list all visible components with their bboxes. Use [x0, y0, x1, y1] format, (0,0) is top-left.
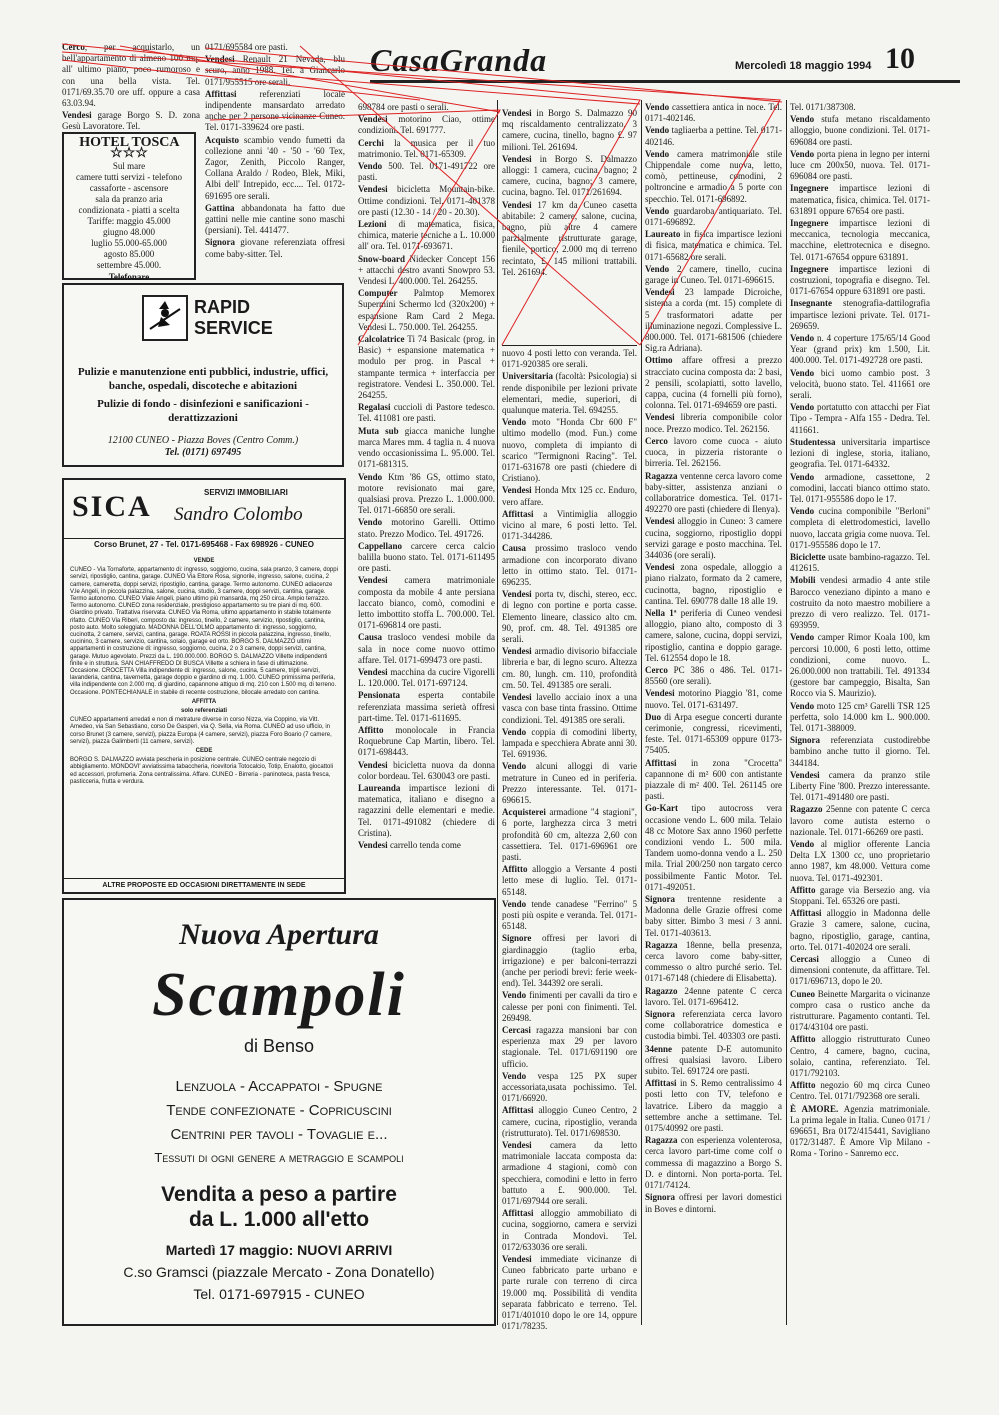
- hotel-detail-line: luglio 55.000-65.000: [91, 238, 167, 248]
- page-title: CasaGranda: [370, 42, 548, 78]
- rapid-service-name: RAPID SERVICE: [194, 297, 273, 338]
- scampoli-line-2: Tende confezionate - Copricuscini: [166, 1102, 392, 1119]
- classified-ad: Vendesi immediate vicinanze di Cuneo fabbricato parte urbano e parte rurale con terreno di circa 19.000 mq. Possibilità di vendita separata fabbricato e terreno. Tel. 0171/401010 dopo le ore 14, oppure 0171/78235.: [502, 1254, 637, 1332]
- classified-ad: Ingegnere impartisce lezioni di meccanica, tecnologia meccanica, macchine, elettrotecnica e disegno. Tel. 0171-67654 oppure 631891.: [790, 218, 930, 262]
- classified-ad: Vendesi porta tv, dischi, stereo, ecc. di legno con portine e porta casse. Elemento lineare, classico alto cm. 90, prof. cm. 48. Tel. 491385 ore serali.: [502, 589, 637, 645]
- classified-ad: Vendesi carrello tenda come: [358, 840, 461, 850]
- classified-ad: Biciclette usate bambino-ragazzo. Tel. 412615.: [790, 551, 930, 574]
- classified-ad: Vendo motorino Garelli. Ottimo stato. Prezzo Modico. Tel. 491726.: [358, 517, 495, 539]
- classified-ad: Vendo tagliaerba a pettine. Tel. 0171-402146.: [645, 125, 782, 147]
- classified-ad: Vendo vespa 125 PX super accessoriata,usata pochissimo. Tel. 0171/66920.: [502, 1070, 637, 1104]
- box-rule: [502, 345, 637, 346]
- classified-ad: Affittasi in S. Remo centralissimo 4 posti letto con TV, telefono e lavatrice. Libero da maggio a settembre anche a settimane. Tel. 0175/40992 ore pasti.: [645, 1078, 782, 1134]
- classified-ad: Vendo moto 125 cm³ Garelli TSR 125 perfetta, solo 14.000 km L. 900.000. Tel. 0171-388009.: [790, 700, 930, 733]
- classified-ad: Studentessa universitaria impartisce lezioni di inglese, storia, italiano, geografia. Tel. 0171-64332.: [790, 436, 930, 470]
- classified-ad: Vendo camper Rimor Koala 100, km percorsi 10.000, 6 posti letto, ottime condizioni, come nuovo. L. 26.000.000 non trattabili. Tel. 491334 (gestore bar campeggio, Bisalta, San Rocco via S. Maurizio).: [790, 632, 930, 699]
- scampoli-tel: Tel. 0171-697915 - CUNEO: [193, 1286, 365, 1302]
- classified-ad: Vendesi libreria componibile color noce. Prezzo modico. Tel. 262156.: [645, 412, 782, 434]
- classified-ad: Cerco, per acquistarlo, un bell'appartamento di almeno 100 mq. all' ultimo piano, poco rumoroso e con una bella vista. Tel. 0171/69.35.70 ore uff. oppure a casa 63.03.94.: [62, 42, 200, 109]
- scampoli-line-4: Tessuti di ogni genere a metraggio e scampoli: [154, 1150, 404, 1165]
- classified-ad: Affittasi alloggio Cuneo Centro, 2 camere, cucina, ripostiglio, veranda (ristrutturato). Tel. 0171/698530.: [502, 1105, 637, 1138]
- classified-ad: Ragazza con esperienza volenterosa, cerca lavoro part-time come colf o commessa di magazzino a Borgo S. D. e dintorni. Non porta-porta. Tel. 0171/74124.: [645, 1135, 782, 1191]
- classified-ad: Vendo cucina componibile "Berloni" completa di elettrodomestici, lavello nuovo, laccata grigia come nuova. Tel. 0171-955586 dopo le 17.: [790, 506, 930, 550]
- classified-ad: Vendesi lavello acciaio inox a una vasca con base tinta frassino. Ottime condizioni. Tel. 491385 ore serali.: [502, 692, 637, 725]
- classified-ad: Signora offresi per lavori domestici in Boves e dintorni.: [645, 1192, 782, 1214]
- classified-ad: Affittasi in zona "Crocetta" capannone di m² 600 con antistante piazzale di m² 400. Tel. 261145 ore pasti.: [645, 757, 782, 802]
- classified-ad: Lezioni di matematica, fisica, chimica, materie tecniche a L. 10.000 all' ora. Tel. 0171-693671.: [358, 219, 495, 252]
- classified-ad: nuovo 4 posti letto con veranda. Tel. 0171-920385 ore serali.: [502, 348, 637, 370]
- classified-ad: Vendesi 17 km da Cuneo casetta abitabile: 2 camere, salone, cucina, bagno, più altre 4 camere parzialmente ristrutturate garage, fienile, portico, 2.000 mq di terreno recintato, £. 145 milioni trattabili. Tel. 261694.: [502, 199, 637, 277]
- scampoli-sale: Vendita a peso a partire da L. 1.000 all'etto: [161, 1183, 397, 1231]
- hotel-detail-line: camere tutti servizi - telefono: [76, 172, 182, 182]
- sica-affitta-list: CUNEO appartamenti arredati e non di metrature diverse in corso Nizza, via Coppino, via Vitt. Amedeo, via San Sebastiano, corso De Gasperi, via Q. Sella, via Roma. CUNEO ad uso ufficio, in corso Brunet (3 camere, servizi), piazza Europa (4 camere, servizi), piazza Foro Boario (7 camere, servizi), piazza Galimberti (11 camere, servizi).: [70, 717, 332, 745]
- classified-ad: Signora trentenne residente a Madonna delle Grazie offresi come baby sitter. Bimbo 3 mesi / 3 anni. Tel. 0171-403613.: [645, 894, 782, 938]
- column-rule: [497, 100, 498, 1325]
- rapid-service-ad: [62, 283, 344, 467]
- classified-ad: Affittasi referenziati locale indipendente mansardato arredato anche per 2 persone vicinanze Cuneo. Tel. 0171-339624 ore pasti.: [205, 88, 345, 133]
- classified-ad: Vendesi zona ospedale, alloggio a piano rialzato, formato da 2 camere, cucinotta, bagno, ripostiglio e cantina. Tel. 690778 dalle 18 alle 19.: [645, 562, 782, 606]
- classified-ad: Causa prossimo trasloco vendo armadione con incorporato divano letto in ottimo stato. Tel. 0171-696235.: [502, 543, 637, 588]
- classified-ad: Vendo al miglior offerente Lancia Delta LX 1300 cc, uno proprietario anno 1987, km 48.000. Vettura come nuova. Tel. 0171-492301.: [790, 839, 930, 883]
- hotel-phone-label: Telefonare: [108, 272, 150, 282]
- sica-address: Corso Brunet, 27 - Tel. 0171-695468 - Fax 698926 - CUNEO: [94, 540, 314, 549]
- classified-ad: Snow-board Nidecker Concept 156 + attacchi destro avanti Snowpro 53. Vendesi L. 400.000. Tel. 264255.: [358, 253, 495, 287]
- classified-ad: Causa trasloco vendesi mobile da sala in noce come nuovo ottimo affare. Tel. 0171-699473 ore pasti.: [358, 632, 495, 665]
- hotel-tosca-ad: [62, 132, 196, 280]
- sica-footer: ALTRE PROPOSTE ED OCCASIONI DIRETTAMENTE IN SEDE: [64, 878, 344, 892]
- classified-ad: Vendesi motorino Piaggio '81, come nuovo. Tel. 0171-631497.: [645, 688, 782, 710]
- classified-ad: Signora referenziata cerca lavoro come collaboratrice domestica e custodia bimbi. Tel. 403303 ore pasti.: [645, 1009, 782, 1042]
- classified-ad: Go-Kart tipo autocross vera occasione vendo L. 600 mila. Telaio 48 cc Motore Sax anno 1960 perfette condizioni vendo L. 500 mila. Tandem uomo-donna vendo a L. 250 mila. Trial 200/250 non targato cerco possibilmente Fantic Motor. Tel. 0171-492051.: [645, 803, 782, 892]
- classified-ad: Vendo 500. Tel. 0171-491722 ore pasti.: [358, 161, 495, 183]
- classified-ad: Vendesi alloggio in Cuneo: 3 camere cucina, soggiorno, ripostiglio doppi servizi garage e posto macchina. Tel. 344036 (ore serali).: [645, 516, 782, 560]
- classified-ad: Acquisterei armadione "4 stagioni", 6 porte, larghezza circa 3 metri profondità 60 cm, altezza 2,60 con cassettiera. Tel. 0171-696961 ore pasti.: [502, 807, 637, 862]
- column-3-top: [502, 108, 637, 343]
- sica-cede-list: BORGO S. DALMAZZO avviata pescheria in posizione centrale. CUNEO centrale negozio di abbigliamento. MONDOVI' avviatissima tabaccheria, ricevitoria Totocalcio, Totip, Enalotto, giocattoli ed accessori, profumeria. Zona centralissima. Affare. CUNEO - Birreria - paninoteca, pasta fresca, pasticceria, frutta e verdura.: [70, 757, 334, 785]
- classified-ad: Duo di Arpa esegue concerti durante cerimonie, congressi, ricevimenti, feste. Tel. 0171-65309 oppure 0173-75405.: [645, 711, 782, 756]
- classified-ad: 0171/695584 ore pasti.: [205, 42, 288, 52]
- classified-ad: Vendesi bicicletta Mountain-bike. Ottime condizioni. Tel. 0171-401378 ore pasti (12.30 - 14 / 20 - 20.30).: [358, 184, 495, 217]
- hotel-detail-line: cassaforte - ascensore: [89, 183, 169, 193]
- classified-ad: Ottimo affare offresi a prezzo stracciato cucina composta da: 2 basi, 2 pensili, scolapiatti, sotto lavello, cappa, cucina (4 fornelli più forno), colonna. Tel. 0171-694659 ore pasti.: [645, 355, 782, 411]
- classified-ad: Ingegnere impartisce lezioni di matematica, fisica, chimica. Tel. 0171-631891 oppure 67654 ore pasti.: [790, 183, 930, 216]
- classified-ad: Affittasi alloggio in Madonna delle Grazie 3 camere, salone, cucina, bagno, ripostiglio, garage, cantina, orto. Tel. 0171-402024 ore serali.: [790, 908, 930, 952]
- sica-signature: Sandro Colombo: [174, 504, 303, 525]
- classified-ad: Vendo finimenti per cavalli da tiro e calesse per poni con finimenti. Tel. 269498.: [502, 990, 637, 1023]
- classified-ad: Vendo 2 camere, tinello, cucina garage in Cuneo. Tel. 0171-696615.: [645, 263, 782, 286]
- classified-ad: Vendo moto "Honda Cbr 600 F" ultimo modello (mod. Fun.) come nuovo, completa di impianto di scarico "Termignoni Racing". Tel. 0171-631678 ore pasti (chiedere di Cristiano).: [502, 417, 637, 484]
- classified-ad: Vendesi Renault 21 Nevada, blu scuro, anno 1988. Tel. a Giancarlo 0171/955515 ore serali.: [205, 54, 345, 87]
- classified-ad: Vendo Ktm '86 GS, ottimo stato, motore revisionato mai gare, qualsiasi prova. Prezzo L. 1.000.000. Tel. 0171-66850 ore serali.: [358, 471, 495, 516]
- scampoli-address: C.so Gramsci (piazzale Mercato - Zona Donatello): [123, 1264, 435, 1280]
- classified-ad: Affitto monolocale in Francia Roquebrune Cap Martin, libero. Tel. 0171-698443.: [358, 724, 495, 758]
- classified-ad: Laureanda impartisce lezioni di matematica, italiano e disegno a ragazzini delle elementari e medie. Tel. 0171-491082 (chiedere di Cristina).: [358, 782, 495, 838]
- classified-ad: Tel. 0171/387308.: [790, 102, 856, 112]
- classified-ad: È AMORE. Agenzia matrimoniale. La prima legale in Italia. Cuneo 0171 / 696651, Bra 0172/415441, Savigliano 0172/31487. È Amore Vip Milano - Roma - Torino - Sanremo ecc.: [790, 1103, 930, 1159]
- hotel-detail-line: agosto 85.000: [103, 249, 155, 259]
- classified-ad: Vendesi armadio divisorio bifacciale libreria e bar, di legno scuro. Altezza cm. 80, lungh. cm. 110, profondità cm. 50. Tel. 491385 ore serali.: [502, 646, 637, 690]
- issue-date: Mercoledì 18 maggio 1994: [735, 60, 872, 72]
- column-5-classifieds: [790, 102, 930, 1327]
- witch-logo-icon: [142, 295, 188, 341]
- classified-ad: Signore offresi per lavori di giardinaggio (taglio erba, irrigazione) e per balconi-terrazzi (anche per periodi brevi: ferie week-end). Tel. 344392 ore serali.: [502, 933, 637, 989]
- classified-ad: Universitaria (facoltà: Psicologia) si rende disponibile per lezioni private elementari, medie, superiori, di qualunque materia. Tel. 694255.: [502, 371, 637, 416]
- scampoli-brand: Scampoli: [152, 961, 406, 1029]
- hotel-detail-line: giugno 48.000: [102, 227, 155, 237]
- classified-ad: Affittasi a Vintimiglia alloggio vicino al mare, 6 posti letto. Tel. 0171-344286.: [502, 508, 637, 542]
- column-1-top: [62, 42, 200, 132]
- classified-ad: Vendesi garage Borgo S. D. zona Gesù Lavoratore. Tel.: [62, 110, 200, 132]
- hotel-detail-line: settembre 45.000.: [96, 260, 162, 270]
- classified-ad: Vendesi macchina da cucire Vigorelli L. 120.000. Tel. 0171-697124.: [358, 666, 495, 689]
- classified-ad: Vendesi 23 lampade Dicroiche, sistema a corda (mt. 15) complete di 5 trasformatori adatte per illuminazione negozi. Complessive L. 800.000. Tel. 0171-681506 (chiedere Sig.ra Adriana).: [645, 287, 782, 354]
- page-number: 10: [885, 42, 915, 75]
- classified-ad: 698784 ore pasti o serali.: [358, 102, 449, 112]
- classified-ad: Vendesi camera da pranzo stile Liberty Fine '800. Prezzo interessante. Tel. 0171-491480 ore pasti.: [790, 769, 930, 803]
- sica-logo: SICA: [72, 490, 152, 523]
- hotel-detail-line: Sul mare: [112, 161, 146, 171]
- classified-ad: Vendo porta pienа in legno per interni luce cm 200x50, nuova. Tel. 0171-696084 ore pasti.: [790, 148, 930, 182]
- classified-ad: Ragazzo 24enne patente C cerca lavoro. Tel. 0171-696412.: [645, 985, 782, 1007]
- classified-ad: Nella 1ª periferia di Cuneo vendesi alloggio, piano alto, composto di 3 camere, salone, cucina, doppi servizi, ripostiglio, cantina e doppio garage. Tel. 612554 dopo le 18.: [645, 607, 782, 663]
- classified-ad: Vendo coppia di comodini liberty, lampada e specchiera Abrate anni 30. Tel. 691936.: [502, 726, 637, 760]
- classified-ad: Cerco PC 386 o 486. Tel. 0171-85560 (ore serali).: [645, 664, 782, 687]
- sica-tagline: SERVIZI IMMOBILIARI: [204, 488, 288, 497]
- classified-ad: Vendo bici uomo cambio post. 3 velocità, buono stato. Tel. 411661 ore serali.: [790, 367, 930, 401]
- column-3-classifieds: [502, 348, 637, 1332]
- classified-ad: Muta sub giacca maniche lunghe marca Mares mm. 4 taglia n. 4 nuova vendo occasionissima L. 95.000. Tel. 0171-681315.: [358, 425, 495, 470]
- classified-ad: Vendo n. 4 coperture 175/65/14 Good Year (grand prix) km 1.500, Lit. 400.000. Tel. 0171-492728 ore pasti.: [790, 333, 930, 366]
- classified-ad: Insegnante stenografia-dattilografia impartisce lezioni private. Tel. 0171-269659.: [790, 298, 930, 331]
- scampoli-line-1: Lenzuola - Accappatoi - Spugne: [175, 1078, 383, 1095]
- column-rule: [786, 100, 787, 1325]
- hotel-details: [64, 161, 194, 271]
- classified-ad: Vendesi camera da letto matrimoniale laccata composta da: armadione 4 stagioni, comò con specchiera, comodini e letto in ferro battuto a £. 900.000. Tel. 0171/697944 ore serali.: [502, 1140, 637, 1207]
- classified-ad: Computer Palmtop Memorex Supermini Schermo lcd (320x200) + espansione Ram Card 2 Mega. Vendesi L. 750.000. Tel. 264255.: [358, 288, 495, 332]
- classified-ad: Affitto garage via Bersezio ang. via Stoppani. Tel. 65326 ore pasti.: [790, 884, 930, 907]
- classified-ad: 34enne patente D-E automunito offresi qualsiasi lavoro. Libero subito. Tel. 691724 ore pasti.: [645, 1043, 782, 1077]
- classified-ad: Cappellano carcere cerca calcio balilla buono stato. Tel. 0171-611495 ore pasti.: [358, 540, 495, 574]
- scampoli-headline: Nuova Apertura: [179, 918, 379, 951]
- classified-ad: Calcolatrice Ti 74 Basicalc (prog. in Basic) + espansione matematica + modulo per prog. in Pascal + stampante termica + interfaccia per registratore. Vendesi L. 350.000. Tel. 264255.: [358, 334, 495, 401]
- classified-ad: Signora giovane referenziata offresi come baby-sitter. Tel.: [205, 237, 345, 259]
- rapid-services-line-2: Pulizie di fondo - disinfezioni e sanificazioni - derattizzazioni: [97, 398, 309, 424]
- classified-ad: Signora referenziata custodirebbe bambino anche tutto il giorno. Tel. 344184.: [790, 735, 930, 768]
- classified-ad: Vendesi camera matrimoniale composta da mobile 4 ante persiana laccato bianco, comò, comodini e letto imbottito stoffa L. 700.000. Tel. 0171-696814 ore pasti.: [358, 575, 495, 631]
- masthead-rule: [370, 80, 960, 83]
- classified-ad: Vendesi Honda Mtx 125 cc. Enduro, vero affare.: [502, 485, 637, 507]
- sica-header: [64, 480, 344, 539]
- rapid-services-line: Pulizie e manutenzione enti pubblici, industrie, uffici, banche, ospedali, discoteche e abitazioni: [77, 366, 329, 392]
- classified-ad: Ragazza 18enne, bella presenza, cerca lavoro come baby-sitter, commesso o altro purché serio. Tel. 0171-67148 (chiedere di Elisabetta).: [645, 939, 782, 984]
- classified-ad: Vendo armadione, cassettone, 2 comodini, laccati bianco ottimo stato. Tel. 0171-955586 dopo le 17.: [790, 471, 930, 504]
- classified-ad: Mobili vendesi armadio 4 ante stile Barocco veneziano dipinto a mano e costruito da noto maestro mobiliere a prezzo di vero realizzo. Tel. 0171-693959.: [790, 575, 930, 631]
- classified-ad: Pensionata esperta contabile referenziata massima serietà offresi part-time. Tel. 0171-611695.: [358, 690, 495, 723]
- hotel-name: HOTEL TOSCA: [79, 135, 179, 150]
- star-icon: ☆☆☆: [110, 146, 148, 161]
- sica-vende-list: CUNEO - Via Tornaforte, appartamento di: ingresso, soggiorno, cucina, sala pranzo, 3 camere, doppi servizi, ripostiglio, cantina, garage. CUNEO Via Ettore Rosa, signorile, ingresso, salone, cucina, 2 camere, cameretta, doppi servizi, ripostiglio, cantina, garage. Termo autonomo. CUNEO adiacenze V.le Angeli, in piccola palazzina, salone, cucina, studio, 3 camere, doppi servizi, cantina, garage. Termo autonomo. CUNEO Viale Angeli, piano ultimo più mansarda, mq 250 circa. Ampio terrazzo. Termo autonomo. CUNEO zona residenziale, prestigioso appartamento su tre piani di mq. 600. Giardino privato. Trattativa riservata. CUNEO Via Roma, ultimo appartamento in stabile totalmente rifatto. CUNEO Via Riberi, composto da: ingresso, tinello, 2 camere, servizio, ripostiglio, cantina, posto auto. Molto soleggiato. MADONNA DELL'OLMO appartamento di: ingresso, soggiorno, cucinotta, 2 camere, servizi, cantina, garage. ROATA ROSSI in piccola palazzina, ingresso, tinello, cucinino, 3 camere, servizio, cantina, solaio, garage ed orto. BORGO S. DALMAZZO ultimi appartamenti in costruzione di: ingresso, soggiorno, cucina, 2 o 3 camere, doppi servizi, cantina, garage. Mutuo agevolato. Prezzi da L. 190.000.000. BORGO S. DALMAZZO Villette indipendenti finite e in struttura. SAN CHIAFFREDO DI BUSCA Villette a schiera in fase di ultimazione. Occasione. CROCETTA Villa indipendente di: ingresso, salone, cucina, 5 camere, tripli servizi, lavanderia, cantina, tavernetta, garage doppio e giardino di mq. 1.000. CUNEO primissima periferia, villa indipendente con 2.000 mq. di giardino, capannone attiguo di mq. 210 con 1.500 mq. di terreno. Occasione. PONTECHIANALE in stabile di recente costruzione, bilocale arredato con cantina.: [70, 567, 338, 696]
- classified-ad: Vendo guardaroba antiquariato. Tel. 0171-696892.: [645, 205, 782, 228]
- classified-ad: Cerchi la musica per il tuo matrimonio. Tel. 0171-65309.: [358, 137, 495, 159]
- classified-ad: Ragazza ventenne cerca lavoro come baby-sitter, assistenza anziani o collaboratrice domestica. Tel. 0171-492270 ore pasti (chiedere di Ilenya).: [645, 470, 782, 515]
- classified-ad: Vendesi motorino Ciao, ottime condizioni. Tel. 691777.: [358, 114, 495, 136]
- classified-ad: Gattina abbandonata ha fatto due gattini nelle mie cantine sono maschi (persiani). Tel. 441477.: [205, 202, 345, 236]
- classified-ad: Vendo portatutto con attacchi per Fiat Tipo - Tempra - Alfa 155 - Dedra. Tel. 411661.: [790, 402, 930, 435]
- rapid-address: 12100 CUNEO - Piazza Boves (Centro Comm.) Tel. (0171) 697495: [107, 435, 299, 458]
- classified-ad: Vendesi in Borgo S. Dalmazzo alloggi: 1 camera, cucina, bagno; 2 camere, cucina, bagno; 3 camere, cucina, bagno. Tel. 0171/261694.: [502, 153, 637, 198]
- scampoli-sub: di Benso: [243, 1036, 315, 1056]
- classified-ad: Laureato in fisica impartisce lezioni di fisica, matematica e chimica. Tel. 0171-65682 ore serali.: [645, 229, 782, 262]
- masthead: [370, 42, 970, 82]
- classified-ad: Vendesi bicicletta nuova da donna color bordeau. Tel. 630043 ore pasti.: [358, 759, 495, 781]
- scampoli-line-3: Centrini per tavoli - Tovaglie e...: [170, 1126, 388, 1143]
- classified-ad: Cuneo Beinette Margarita o vicinanze compro casa o rustico anche da ristrutturare. Pagamento contanti. Tel. 0174/43104 ore pasti.: [790, 988, 930, 1033]
- classified-ad: Cercasi alloggio a Cuneo di dimensioni contenute, da affittare. Tel. 0171/696713, dopo le 20.: [790, 954, 930, 987]
- classified-ad: Cerco lavoro come cuoca - aiuto cuoca, in pizzeria ristorante o birreria. Tel. 262156.: [645, 435, 782, 469]
- scampoli-news: Martedì 17 maggio: NUOVI ARRIVI: [165, 1242, 393, 1258]
- classified-ad: Vendesi in Borgo S. Dalmazzo 90 mq riscaldamento centralizzato, 3 camere, cucina, tinello, bagno £. 97 milioni. Tel. 261694.: [502, 108, 637, 152]
- classified-ad: Vendo camera matrimoniale stile Chippendale come nuova, letto, comò, pettineuse, comodini, 2 poltroncine e armadio a 5 porte con specchio. Tel. 0171-696892.: [645, 148, 782, 204]
- hotel-detail-line: condizionata - piatti a scelta: [78, 205, 180, 215]
- classified-ad: Vendo alcuni alloggi di varie metrature in Cuneo ed in periferia. Prezzo interessante. Tel. 0171-696615.: [502, 761, 637, 805]
- classified-ad: Vendo cassettiera antica in noce. Tel. 0171-402146.: [645, 102, 782, 124]
- classified-ad: Vendo tende canadese "Ferrino" 5 posti più ospite e veranda. Tel. 0171-65148.: [502, 898, 637, 932]
- sica-real-estate-ad: [62, 478, 346, 894]
- classified-ad: Affitto alloggio a Versante 4 posti letto mese di luglio. Tel. 0171-65148.: [502, 864, 637, 897]
- classified-ad: Regalasi cuccioli di Pastore tedesco. Tel. 411081 ore pasti.: [358, 402, 495, 424]
- classified-ad: Acquisto scambio vendo fumetti da collezione anni '40 - '50 - '60 Tex, Zagor, Zenith, Piccolo Ranger, Collana Araldo / Rodeo, Blek, Miki, Albi dell' Intrepido, ecc.... Tel. 0172-691695 ore serali.: [205, 134, 345, 201]
- sica-listings: VENDE CUNEO - Via Tornaforte, appartamento di: ingresso, soggiorno, cucina, sala pranzo, 3 camere, doppi servizi, ripostiglio, cantina, garage. CUNEO Via Ettore Rosa, signorile, ingresso, salone, cucina, 2 camere, cameretta, doppi servizi, ripostiglio, cantina, garage. Termo autonomo. CUNEO adiacenze V.le Angeli, in piccola palazzina, salone, cucina, studio, 3 camere, doppi servizi, cantina, garage. Termo autonomo. CUNEO Viale Angeli, piano ultimo più mansarda, mq 250 circa. Ampio terrazzo. Termo autonomo. CUNEO zona residenziale, prestigioso appartamento su tre piani di mq. 600. Giardino privato. Trattativa riservata. CUNEO Via Roma, ultimo appartamento in stabile totalmente rifatto. CUNEO Via Riberi, composto da: ingresso, tinello, 2 camere, servizio, ripostiglio, cantina, posto auto. Molto soleggiato. MADONNA DELL'OLMO appartamento di: ingresso, soggiorno, cucinotta, 2 camere, servizi, cantina, garage. ROATA ROSSI in piccola palazzina, ingresso, tinello, cucinino, 3 camere, servizio, cantina, solaio, garage ed orto. BORGO S. DALMAZZO ultimi appartamenti in costruzione di: ingresso, soggiorno, cucina, 2 o 3 camere, doppi servizi, cantina, garage. Mutuo agevolato. Prezzi da L. 190.000.000. BORGO S. DALMAZZO Villette indipendenti finite e in struttura. SAN CHIAFFREDO DI BUSCA Villette a schiera in fase di ultimazione. Occasione. CROCETTA Villa indipendente di: ingresso, salone, cucina, 5 camere, tripli servizi, lavanderia, cantina, tavernetta, garage doppio e giardino di mq. 1.000. CUNEO primissima periferia, villa indipendente con 2.000 mq. di giardino, capannone attiguo di mq. 210 con 1.500 mq. di terreno. Occasione. PONTECHIANALE in stabile di recente costruzione, bilocale arredato con cantina. AFFITTA solo referenziati CUNEO appartamenti arredati e non di metrature diverse in corso Nizza, via Coppino, via Vitt. Amedeo, via San Sebastiano, corso De Gasperi, via Q. Sella, via Roma. CUNEO ad uso ufficio, in corso Brunet (3 camere, servizi), piazza Europa (4 camere, servizi), piazza Foro Boario (7 camere, servizi), piazza Galimberti (11 camere, servizi). CEDE BORGO S. DALMAZZO avviata pescheria in posizione centrale. CUNEO centrale negozio di abbigliamento. MONDOVI' avviatissima tabaccheria, ricevitoria Totocalcio, Totip, Enalotto, giocattoli ed accessori, profumeria. Zona centralissima. Affare. CUNEO - Birreria - paninoteca, pasta fresca, pasticceria, frutta e verdura.: [70, 558, 338, 785]
- classified-ad: Affitto alloggio ristrutturato Cuneo Centro, 4 camere, bagno, cucina, solaio, cantina, referenziato. Tel. 0171/792103.: [790, 1034, 930, 1079]
- classified-ad: Vendo stufa metano riscaldamento alloggio, buone condizioni. Tel. 0171-696084 ore pasti.: [790, 114, 930, 147]
- classified-ad: Affittasi alloggio ammobiliato di cucina, soggiorno, camera e servizi in Contrada Mondovì. Tel. 0172/633036 ore serali.: [502, 1208, 637, 1252]
- classified-ad: Ragazzo 25enne con patente C cerca lavoro come autista esterno o nazionale. Tel. 0171-66269 ore pasti.: [790, 804, 930, 837]
- classified-ad: Cercasi ragazza mansioni bar con esperienza max 29 per lavoro stagionale. Tel. 0171/691190 ore ufficio.: [502, 1024, 637, 1069]
- hotel-detail-line: Tariffe: maggio 45.000: [87, 216, 171, 226]
- scampoli-ad: [62, 898, 496, 1326]
- hotel-detail-line: sala da pranzo aria: [95, 194, 163, 204]
- column-4-classifieds: [645, 102, 782, 1327]
- column-rule: [641, 100, 642, 1325]
- classified-ad: Ingegnere impartisce lezioni di costruzioni, topografia e disegno. Tel. 0171-67654 oppure 631891 ore pasti.: [790, 263, 930, 297]
- classified-ad: Affitto negozio 60 mq circa Cuneo Centro. Tel. 0171/792368 ore serali.: [790, 1080, 930, 1102]
